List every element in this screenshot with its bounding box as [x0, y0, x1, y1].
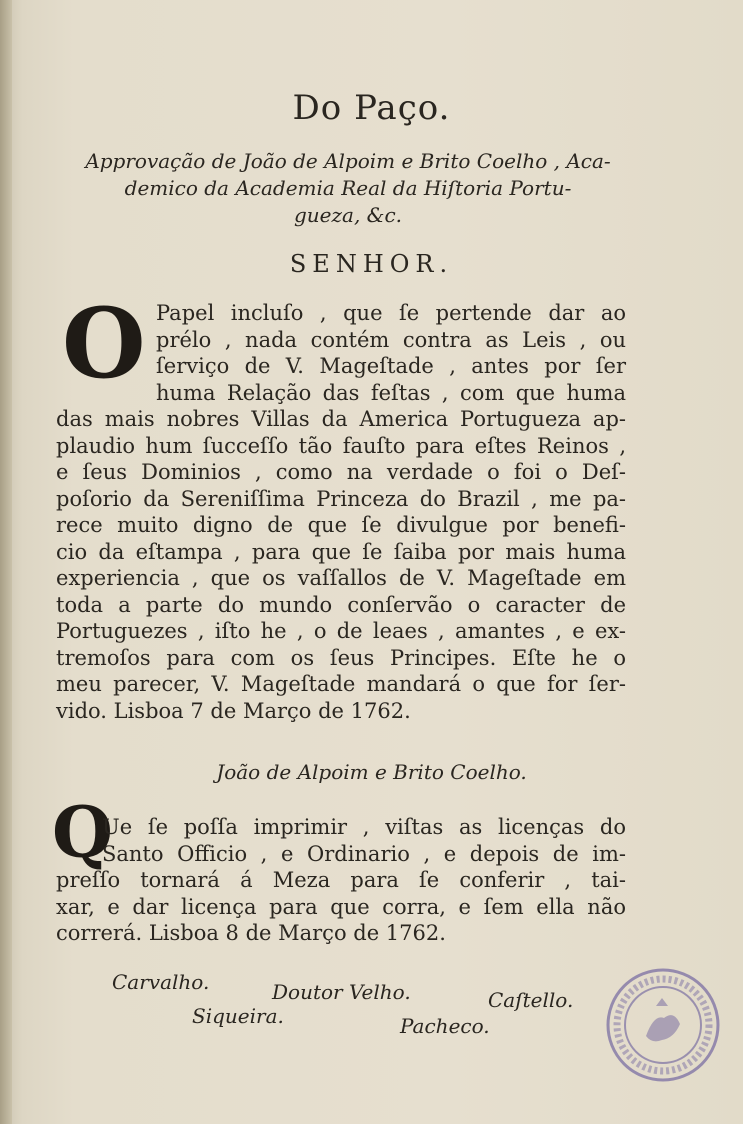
text-line: ſerviço de V. Mageſtade , antes por ſer — [156, 354, 626, 378]
text-line: experiencia , que os vaſſallos de V. Mageſtade em — [56, 566, 626, 590]
text-line: das mais nobres Villas da America Portugueza ap- — [56, 407, 626, 431]
page-heading: Do Paço. — [292, 88, 451, 128]
text-line: plaudio hum ſucceſſo tão fauſto para eſtes Reinos , — [56, 433, 626, 458]
text-line: poſorio da Sereniſſima Princeza do Brazil , me pa- — [56, 486, 626, 511]
text-line: preſſo tornará á Meza para ſe conferir , tai- — [56, 868, 626, 892]
salutation: SENHOR. — [289, 250, 454, 278]
text-line: xar, e dar licença para que corra, e ſem ella não — [56, 894, 626, 919]
text-line: Ue ſe poſſa imprimir , viſtas as licenças do — [102, 815, 626, 839]
approval-statement — [68, 148, 628, 229]
signatory-pacheco: Pacheco. — [400, 1014, 490, 1038]
approval-line: demico da Academia Real da Hiſtoria Portu- — [124, 176, 572, 200]
library-stamp-icon — [604, 966, 722, 1084]
approval-line: gueza, &c. — [293, 203, 403, 227]
dropcap-q: Q — [52, 791, 113, 874]
paragraph-approval-body — [56, 287, 626, 724]
approval-line: Approvação de João de Alpoim e Brito Coelho , Aca- — [85, 149, 611, 173]
dropcap-o: O — [62, 287, 146, 400]
signatory-siqueira: Siqueira. — [192, 1004, 284, 1028]
text-line: prélo , nada contém contra as Leis , ou — [156, 327, 626, 352]
text-line: correrá. Lisboa 8 de Março de 1762. — [56, 921, 446, 945]
text-line: cio da eſtampa , para que ſe ſaiba por mais huma — [56, 539, 626, 564]
text-line: toda a parte do mundo conſervão o caracter de — [56, 592, 626, 617]
text-line: Portuguezes , iſto he , o de leaes , amantes , e ex- — [56, 619, 626, 643]
text-line: Papel incluſo , que ſe pertende dar ao — [156, 301, 626, 325]
paragraph-license-body — [56, 814, 626, 947]
signatory-carvalho: Carvalho. — [112, 970, 210, 994]
signatory-doutor-velho: Doutor Velho. — [272, 980, 411, 1004]
text-line: tremoſos para com os ſeus Principes. Eſte he o — [56, 645, 626, 670]
text-line: meu parecer, V. Mageſtade mandará o que for ſer- — [56, 672, 626, 696]
signature-approver: João de Alpoim e Brito Coelho. — [216, 760, 527, 784]
signatory-castello: Caſtello. — [488, 988, 574, 1012]
text-line: Santo Officio , e Ordinario , e depois de im- — [102, 841, 626, 866]
text-line: vido. Lisboa 7 de Março de 1762. — [56, 698, 411, 723]
text-line: e ſeus Dominios , como na verdade o foi o Deſ- — [56, 460, 626, 484]
text-line: huma Relação das feſtas , com que huma — [156, 380, 626, 405]
text-line: rece muito digno de que ſe divulgue por benefi- — [56, 513, 626, 537]
